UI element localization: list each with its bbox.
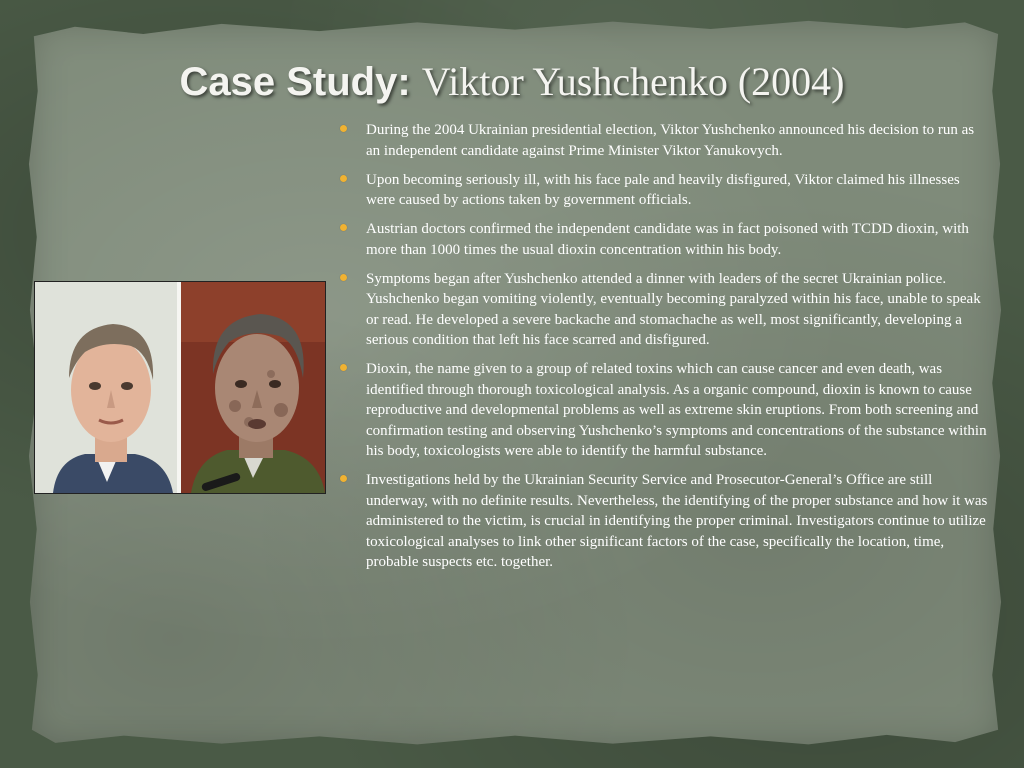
before-after-photo [34, 281, 326, 494]
bullet-dot-icon [340, 125, 347, 132]
slide-title [0, 56, 1024, 108]
bullet-item [338, 359, 990, 462]
bullet-list [338, 120, 990, 581]
bullet-text: Upon becoming seriously ill, with his face pale and heavily disfigured, Viktor claimed his illnesses were caused by actions taken by government officials. [366, 171, 960, 208]
bullet-item [338, 120, 990, 161]
bullet-item [338, 470, 990, 573]
bullet-item [338, 219, 990, 260]
title-regular-part: Viktor Yushchenko (2004) [421, 59, 845, 104]
bullet-text: Dioxin, the name given to a group of related toxins which can cause cancer and even death, was identified through thorough toxicological analysis. As a organic compound, dioxin is known to cause reproductive and developmental problems as well as extreme skin eruptions. From both screening and confirmation testing and observing Yushchenko’s symptoms and concentrations of the substance within his body, toxicologists were able to identify the harmful substance. [366, 361, 987, 459]
bullet-dot-icon [340, 475, 347, 482]
bullet-text: Austrian doctors confirmed the independent candidate was in fact poisoned with TCDD dioxin, with more than 1000 times the usual dioxin concentration within his body. [366, 221, 969, 258]
bullet-text: Symptoms began after Yushchenko attended a dinner with leaders of the secret Ukrainian police. Yushchenko began vomiting violently, eventually becoming paralyzed within his face, unable to speak or read. He developed a severe backache and stomachache as well, most significantly, developing a serious condition that left his face scarred and disfigured. [366, 270, 981, 348]
bullet-text: Investigations held by the Ukrainian Security Service and Prosecutor-General’s Office are still underway, with no definite results. Nevertheless, the identifying of the proper substance and how it was administered to the victim, is crucial in identifying the proper criminal. Investigators continue to utilize toxicological analyses to link other significant factors of the case, specifically the location, time, probable suspects etc. together. [366, 472, 988, 570]
bullet-item [338, 269, 990, 351]
bullet-item [338, 170, 990, 211]
bullet-dot-icon [340, 175, 347, 182]
bullet-dot-icon [340, 364, 347, 371]
title-bold-part: Case Study: [179, 60, 411, 104]
before-after-portrait-image [35, 282, 325, 493]
bullet-dot-icon [340, 224, 347, 231]
bullet-dot-icon [340, 274, 347, 281]
bullet-text: During the 2004 Ukrainian presidential election, Viktor Yushchenko announced his decision to run as an independent candidate against Prime Minister Viktor Yanukovych. [366, 122, 975, 159]
